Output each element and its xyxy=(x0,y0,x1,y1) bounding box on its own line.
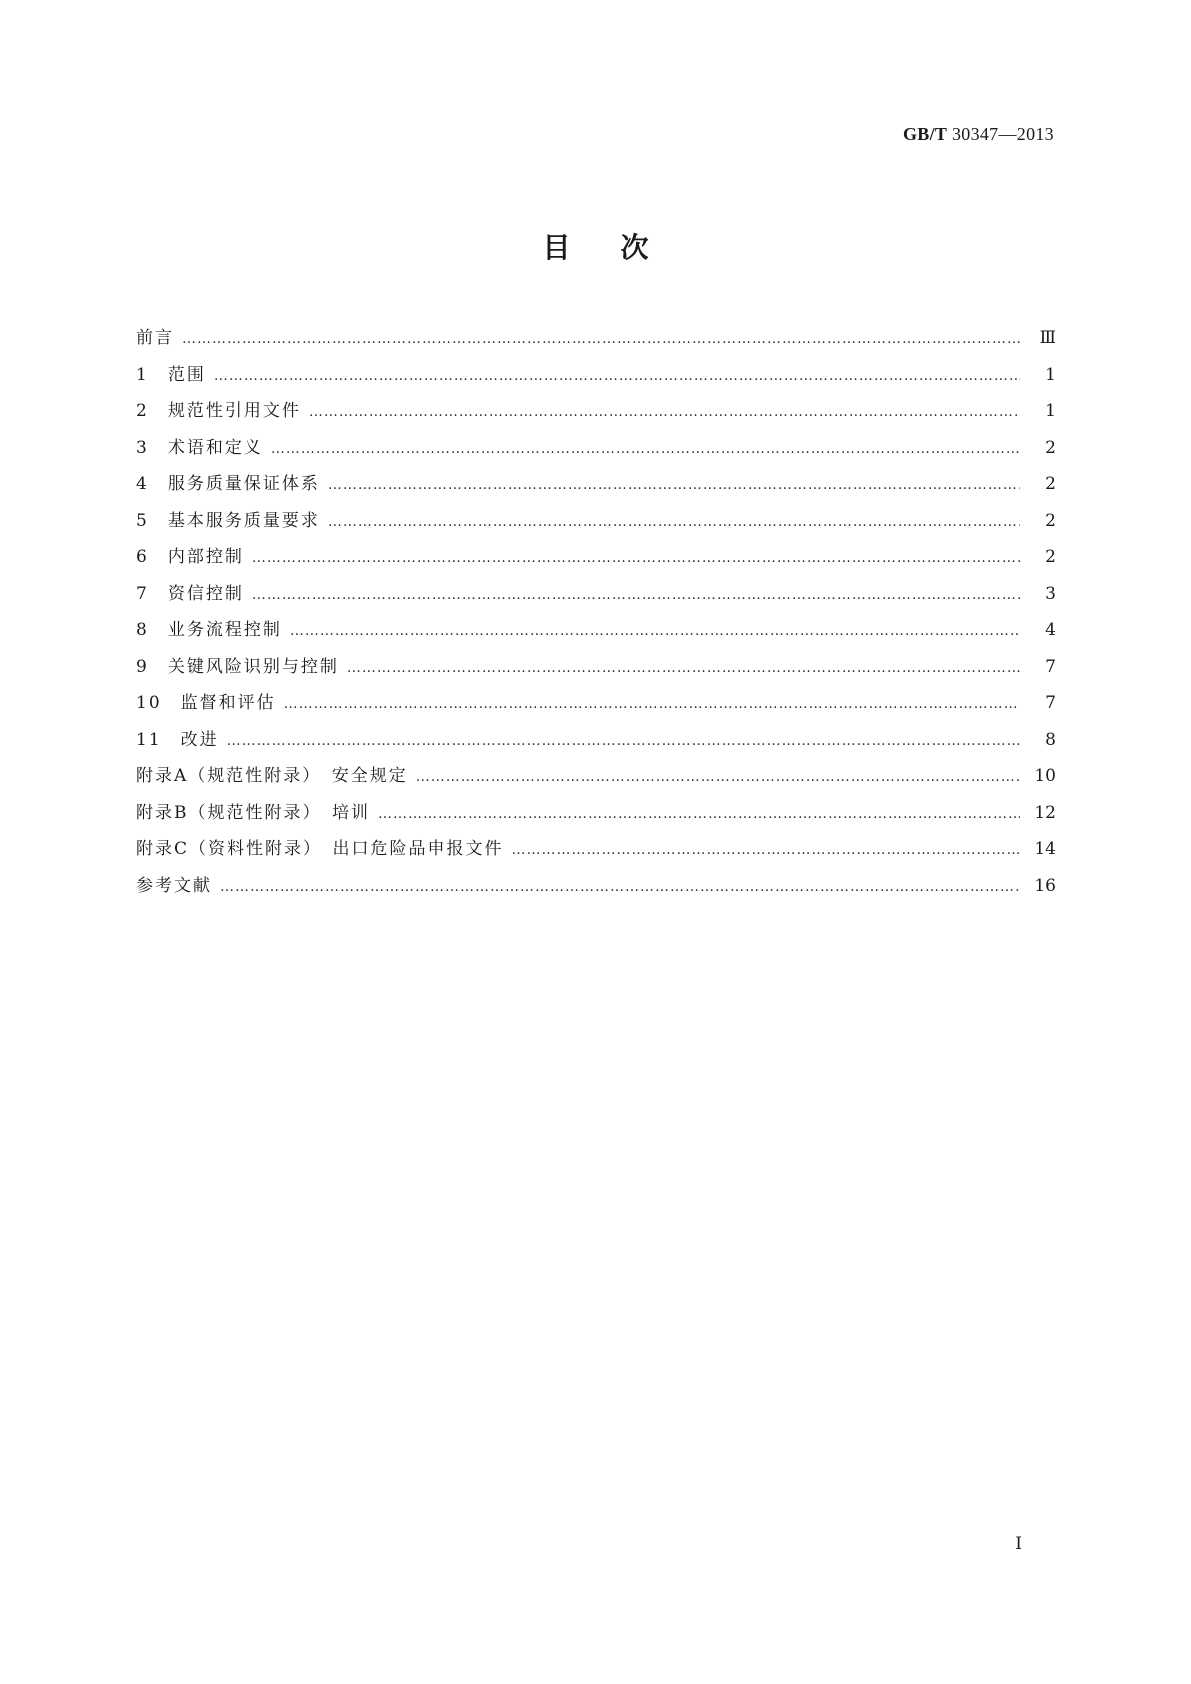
toc-entry-page: 4 xyxy=(1045,620,1056,640)
toc-entry[interactable] xyxy=(136,834,1056,871)
toc-entry[interactable] xyxy=(136,542,1056,579)
toc-entry-page: 14 xyxy=(1034,839,1056,859)
toc-entry[interactable] xyxy=(136,798,1056,835)
standard-code-prefix: GB/T xyxy=(902,124,948,144)
toc-entry[interactable] xyxy=(136,433,1056,470)
toc-entry-label: 前言 xyxy=(136,328,174,348)
toc-entry[interactable] xyxy=(136,396,1056,433)
toc-entry-page: 7 xyxy=(1045,693,1056,713)
toc-entry-label: 附录C（资料性附录） 出口危险品申报文件 xyxy=(136,839,504,859)
toc-entry-page: 3 xyxy=(1045,583,1056,604)
toc-entry-label: 10 监督和评估 xyxy=(136,693,276,713)
toc-entry-page: Ⅲ xyxy=(1039,328,1056,348)
toc-entry-page: 1 xyxy=(1045,364,1056,385)
toc-entry-page: 2 xyxy=(1045,510,1056,531)
toc-dot-leader xyxy=(252,587,1020,603)
toc-dot-leader xyxy=(214,368,1020,384)
toc-dot-leader xyxy=(328,477,1020,493)
toc-entry-label: 参考文献 xyxy=(136,875,212,896)
toc-dot-leader xyxy=(378,806,1020,822)
toc-entry-page: 8 xyxy=(1045,729,1056,750)
toc-dot-leader xyxy=(220,879,1020,895)
toc-entry-label: 9 关键风险识别与控制 xyxy=(136,656,339,677)
toc-dot-leader xyxy=(227,733,1020,749)
toc-entry-page: 1 xyxy=(1045,401,1056,421)
toc-entry[interactable] xyxy=(136,615,1056,652)
toc-entry[interactable] xyxy=(136,688,1056,725)
page-number: I xyxy=(1015,1534,1022,1554)
toc-dot-leader xyxy=(290,623,1020,639)
table-of-contents xyxy=(136,323,1056,907)
toc-entry-page: 2 xyxy=(1045,437,1056,458)
toc-dot-leader xyxy=(271,441,1020,457)
toc-entry[interactable] xyxy=(136,871,1056,908)
toc-entry-label: 附录B（规范性附录） 培训 xyxy=(136,802,370,823)
toc-dot-leader xyxy=(284,696,1020,712)
toc-entry[interactable] xyxy=(136,579,1056,616)
toc-entry-label: 7 资信控制 xyxy=(136,583,244,604)
toc-entry-page: 10 xyxy=(1034,766,1056,786)
toc-entry-page: 2 xyxy=(1045,547,1056,567)
toc-entry-label: 6 内部控制 xyxy=(136,547,244,567)
toc-dot-leader xyxy=(416,769,1020,785)
toc-entry[interactable] xyxy=(136,761,1056,798)
toc-dot-leader xyxy=(309,404,1020,420)
toc-entry-page: 12 xyxy=(1034,802,1056,823)
toc-dot-leader xyxy=(182,331,1020,347)
toc-entry[interactable] xyxy=(136,469,1056,506)
page-title: 目次 xyxy=(542,231,699,264)
toc-entry-page: 16 xyxy=(1034,875,1056,896)
standard-code-number: 30347—2013 xyxy=(947,124,1054,144)
toc-dot-leader xyxy=(347,660,1020,676)
toc-entry[interactable] xyxy=(136,652,1056,689)
toc-entry[interactable] xyxy=(136,506,1056,543)
toc-dot-leader xyxy=(512,842,1020,858)
toc-entry-label: 1 范围 xyxy=(136,364,206,385)
toc-entry-label: 4 服务质量保证体系 xyxy=(136,474,320,494)
toc-entry[interactable] xyxy=(136,725,1056,762)
toc-entry[interactable] xyxy=(136,323,1056,360)
toc-entry-label: 8 业务流程控制 xyxy=(136,620,282,640)
standard-code xyxy=(903,124,1054,145)
toc-entry[interactable] xyxy=(136,360,1056,397)
toc-dot-leader xyxy=(328,514,1020,530)
toc-entry-page: 2 xyxy=(1045,474,1056,494)
toc-entry-label: 11 改进 xyxy=(136,729,219,750)
toc-entry-label: 2 规范性引用文件 xyxy=(136,401,301,421)
toc-entry-page: 7 xyxy=(1045,656,1056,677)
toc-dot-leader xyxy=(252,550,1020,566)
toc-entry-label: 3 术语和定义 xyxy=(136,437,263,458)
toc-entry-label: 5 基本服务质量要求 xyxy=(136,510,320,531)
toc-entry-label: 附录A（规范性附录） 安全规定 xyxy=(136,766,408,786)
